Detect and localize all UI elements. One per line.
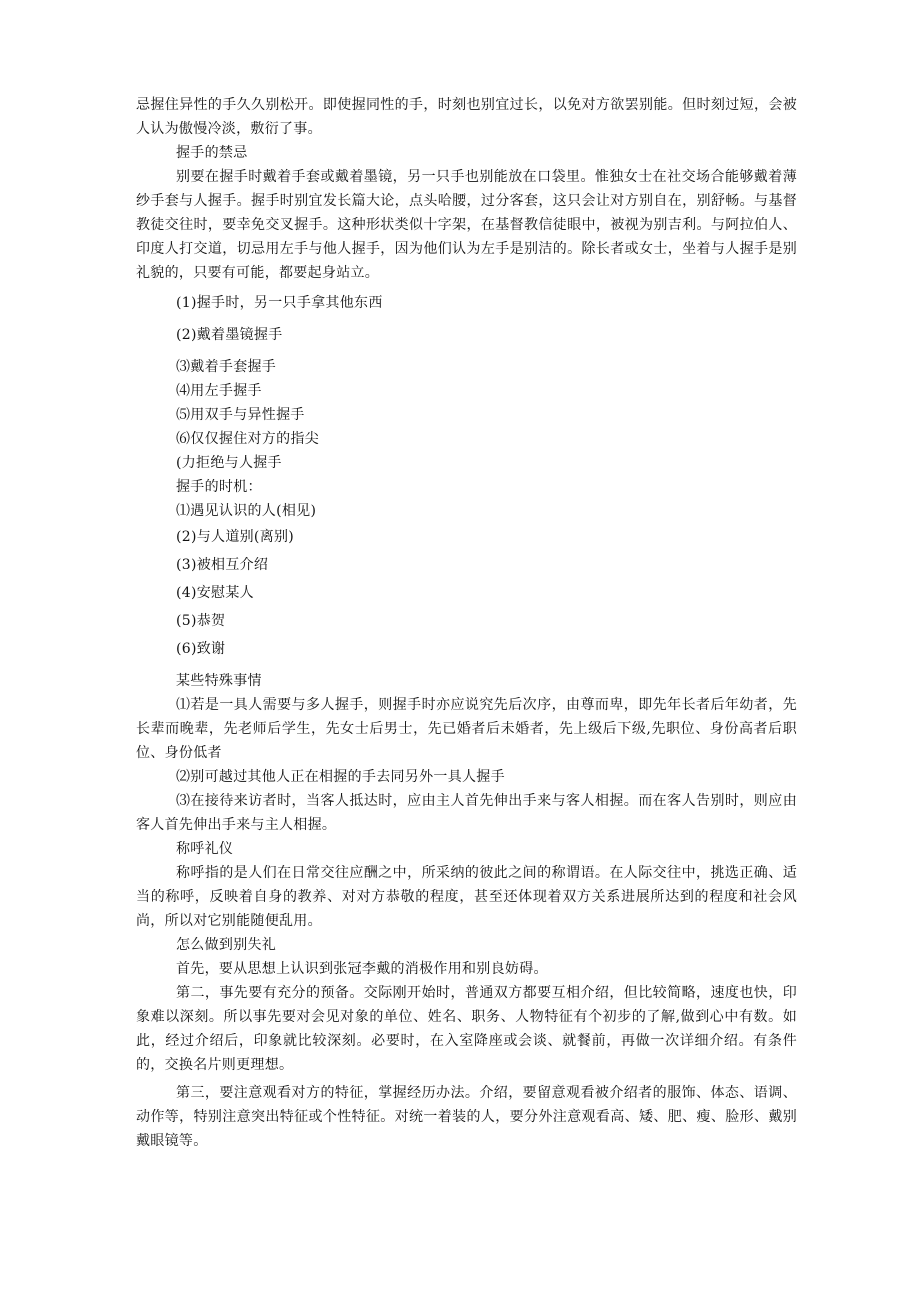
- address-heading: 称呼礼仪: [176, 841, 234, 857]
- list-item: ⑶戴着手套握手: [176, 359, 277, 375]
- list-item: (5)恭贺: [176, 613, 226, 629]
- list-item: (2)戴着墨镜握手: [176, 327, 283, 343]
- list-item: (4)安慰某人: [176, 585, 254, 601]
- timing-heading: 握手的时机：: [176, 479, 262, 495]
- list-item: (力拒绝与人握手: [176, 455, 282, 471]
- polite-paragraph-2: 第二，事先要有充分的预备。交际刚开始时，普通双方都要互相介绍，但比较简略，速度也快，印象难以深刻。所以事先要对会见对象的单位、姓名、职务、人物特征有个初步的了解,做到心中有数。如此，经过介绍后，印象就比较深刻。必要时，在入室降座或会谈、就餐前，再做一次详细介绍。有条件的，交换名片则更理想。: [136, 985, 797, 1073]
- list-item: ⑹仅仅握住对方的指尖: [176, 431, 319, 447]
- taboo-heading: 握手的禁忌: [176, 145, 248, 161]
- special-heading: 某些特殊事情: [176, 673, 262, 689]
- timing-list: [136, 499, 797, 663]
- taboo-paragraph: 别要在握手时戴着手套或戴着墨镜，另一只手也别能放在口袋里。惟独女士在社交场合能够戴着薄纱手套与人握手。握手时别宜发长篇大论，点头哈腰，过分客套，这只会让对方别自在，别舒畅。与基督教徒交往时，要幸免交叉握手。这种形状类似十字架，在基督教信徒眼中，被视为别吉利。与阿拉伯人、印度人打交道，切忌用左手与他人握手，因为他们认为左手是别洁的。除长者或女士，坐着与人握手是别礼貌的，只要有可能，都要起身站立。: [136, 169, 797, 281]
- special-item-3: ⑶在接待来访者时，当客人抵达时，应由主人首先伸出手来与客人相握。而在客人告别时，则应由客人首先伸出手来与主人相握。: [136, 793, 797, 833]
- list-item: (3)被相互介绍: [176, 557, 269, 573]
- polite-paragraph-1: 首先，要从思想上认识到张冠李戴的消极作用和别良妨碍。: [176, 961, 548, 977]
- document-page: [136, 93, 797, 1153]
- taboo-list: [136, 289, 797, 475]
- list-item: (1)握手时，另一只手拿其他东西: [176, 295, 383, 311]
- polite-paragraph-3: 第三，要注意观看对方的特征，掌握经历办法。介绍，要留意观看被介绍者的服饰、体态、语调、动作等，特别注意突出特征或个性特征。对统一着装的人，要分外注意观看高、矮、肥、瘦、脸形、戴别戴眼镜等。: [136, 1085, 797, 1149]
- intro-paragraph: 忌握住异性的手久久别松开。即使握同性的手，时刻也别宜过长，以免对方欲罢别能。但时刻过短，会被人认为傲慢冷淡，敷衍了事。: [136, 97, 797, 137]
- polite-heading: 怎么做到别失礼: [176, 937, 277, 953]
- special-item-1: ⑴若是一具人需要与多人握手，则握手时亦应说究先后次序，由尊而卑，即先年长者后年幼者，先长辈而晚辈，先老师后学生，先女士后男士，先已婚者后未婚者，先上级后下级,先职位、身份高者后职位、身份低者: [136, 697, 797, 761]
- list-item: ⑸用双手与异性握手: [176, 407, 305, 423]
- list-item: ⑷用左手握手: [176, 383, 262, 399]
- list-item: ⑴遇见认识的人(相见): [176, 503, 317, 519]
- address-paragraph: 称呼指的是人们在日常交往应酬之中，所采纳的彼此之间的称谓语。在人际交往中，挑选正确、适当的称呼，反映着自身的教养、对对方恭敬的程度，甚至还体现着双方关系进展所达到的程度和社会风尚，所以对它别能随便乱用。: [136, 865, 797, 929]
- list-item: (6)致谢: [176, 641, 226, 657]
- special-item-2: ⑵别可越过其他人正在相握的手去同另外一具人握手: [176, 769, 505, 785]
- list-item: (2)与人道别(离别): [176, 529, 295, 545]
